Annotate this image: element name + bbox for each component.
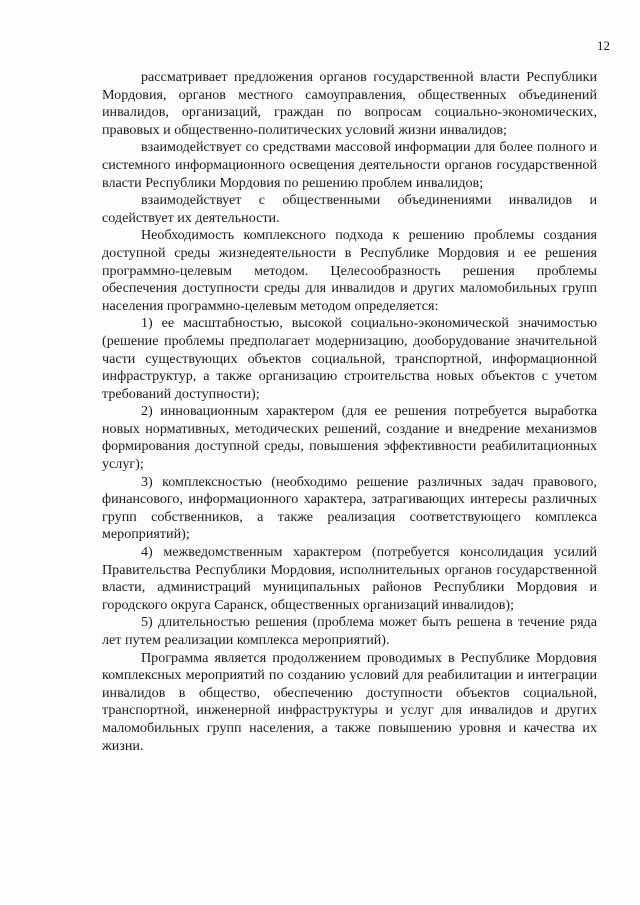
paragraph: Программа является продолжением проводимых в Республике Мордовия комплексных мероприятий по созданию условий для реабилитации и интеграции инвалидов в общество, обеспечению доступности объектов социальной, транспортной, инженерной инфраструктуры и услуг для инвалидов и других маломобильных групп населения, а также повышению уровня и качества их жизни.	[102, 649, 597, 754]
page-number: 12	[597, 38, 610, 53]
list-item: 1) ее масштабностью, высокой социально-экономической значимостью (решение проблемы предполагает модернизацию, дооборудование значительной части существующих объектов социальной, транспортной, информационной инфраструктур, а также организацию строительства новых объектов с учетом требований доступности);	[102, 315, 597, 402]
paragraph: Необходимость комплексного подхода к решению проблемы создания доступной среды жизнедеятельности в Республике Мордовия и ее решения программно-целевым методом. Целесообразность решения проблемы обеспечения доступности среды для инвалидов и других маломобильных групп населения программно-целевым методом определяется:	[102, 227, 597, 314]
list-item: 2) инновационным характером (для ее решения потребуется выработка новых нормативных, методических решений, создание и внедрение механизмов формирования доступной среды, повышения эффективности реабилитационных услуг);	[102, 403, 597, 473]
paragraph: взаимодействует со средствами массовой информации для более полного и системного информационного освещения деятельности органов государственной власти Республики Мордовия по решению проблем инвалидов;	[102, 139, 597, 191]
paragraph: взаимодействует с общественными объединениями инвалидов и содействует их деятельности.	[102, 192, 597, 226]
list-item: 4) межведомственным характером (потребуется консолидация усилий Правительства Республики Мордовия, исполнительных органов государственной власти, администраций муниципальных районов Республики Мордовия и городского округа Саранск, общественных организаций инвалидов);	[102, 544, 597, 613]
paragraph: рассматривает предложения органов государственной власти Республики Мордовия, органов местного самоуправления, общественных объединений инвалидов, организаций, граждан по вопросам социально-экономических, правовых и общественно-политических условий жизни инвалидов;	[102, 69, 597, 138]
document-body	[102, 69, 597, 755]
list-item: 5) длительностью решения (проблема может быть решена в течение ряда лет путем реализации комплекса мероприятий).	[102, 614, 597, 648]
list-item: 3) комплексностью (необходимо решение различных задач правового, финансового, информационного характера, затрагивающих интересы различных групп собственников, а также реализация соответствующего комплекса мероприятий);	[102, 473, 597, 543]
